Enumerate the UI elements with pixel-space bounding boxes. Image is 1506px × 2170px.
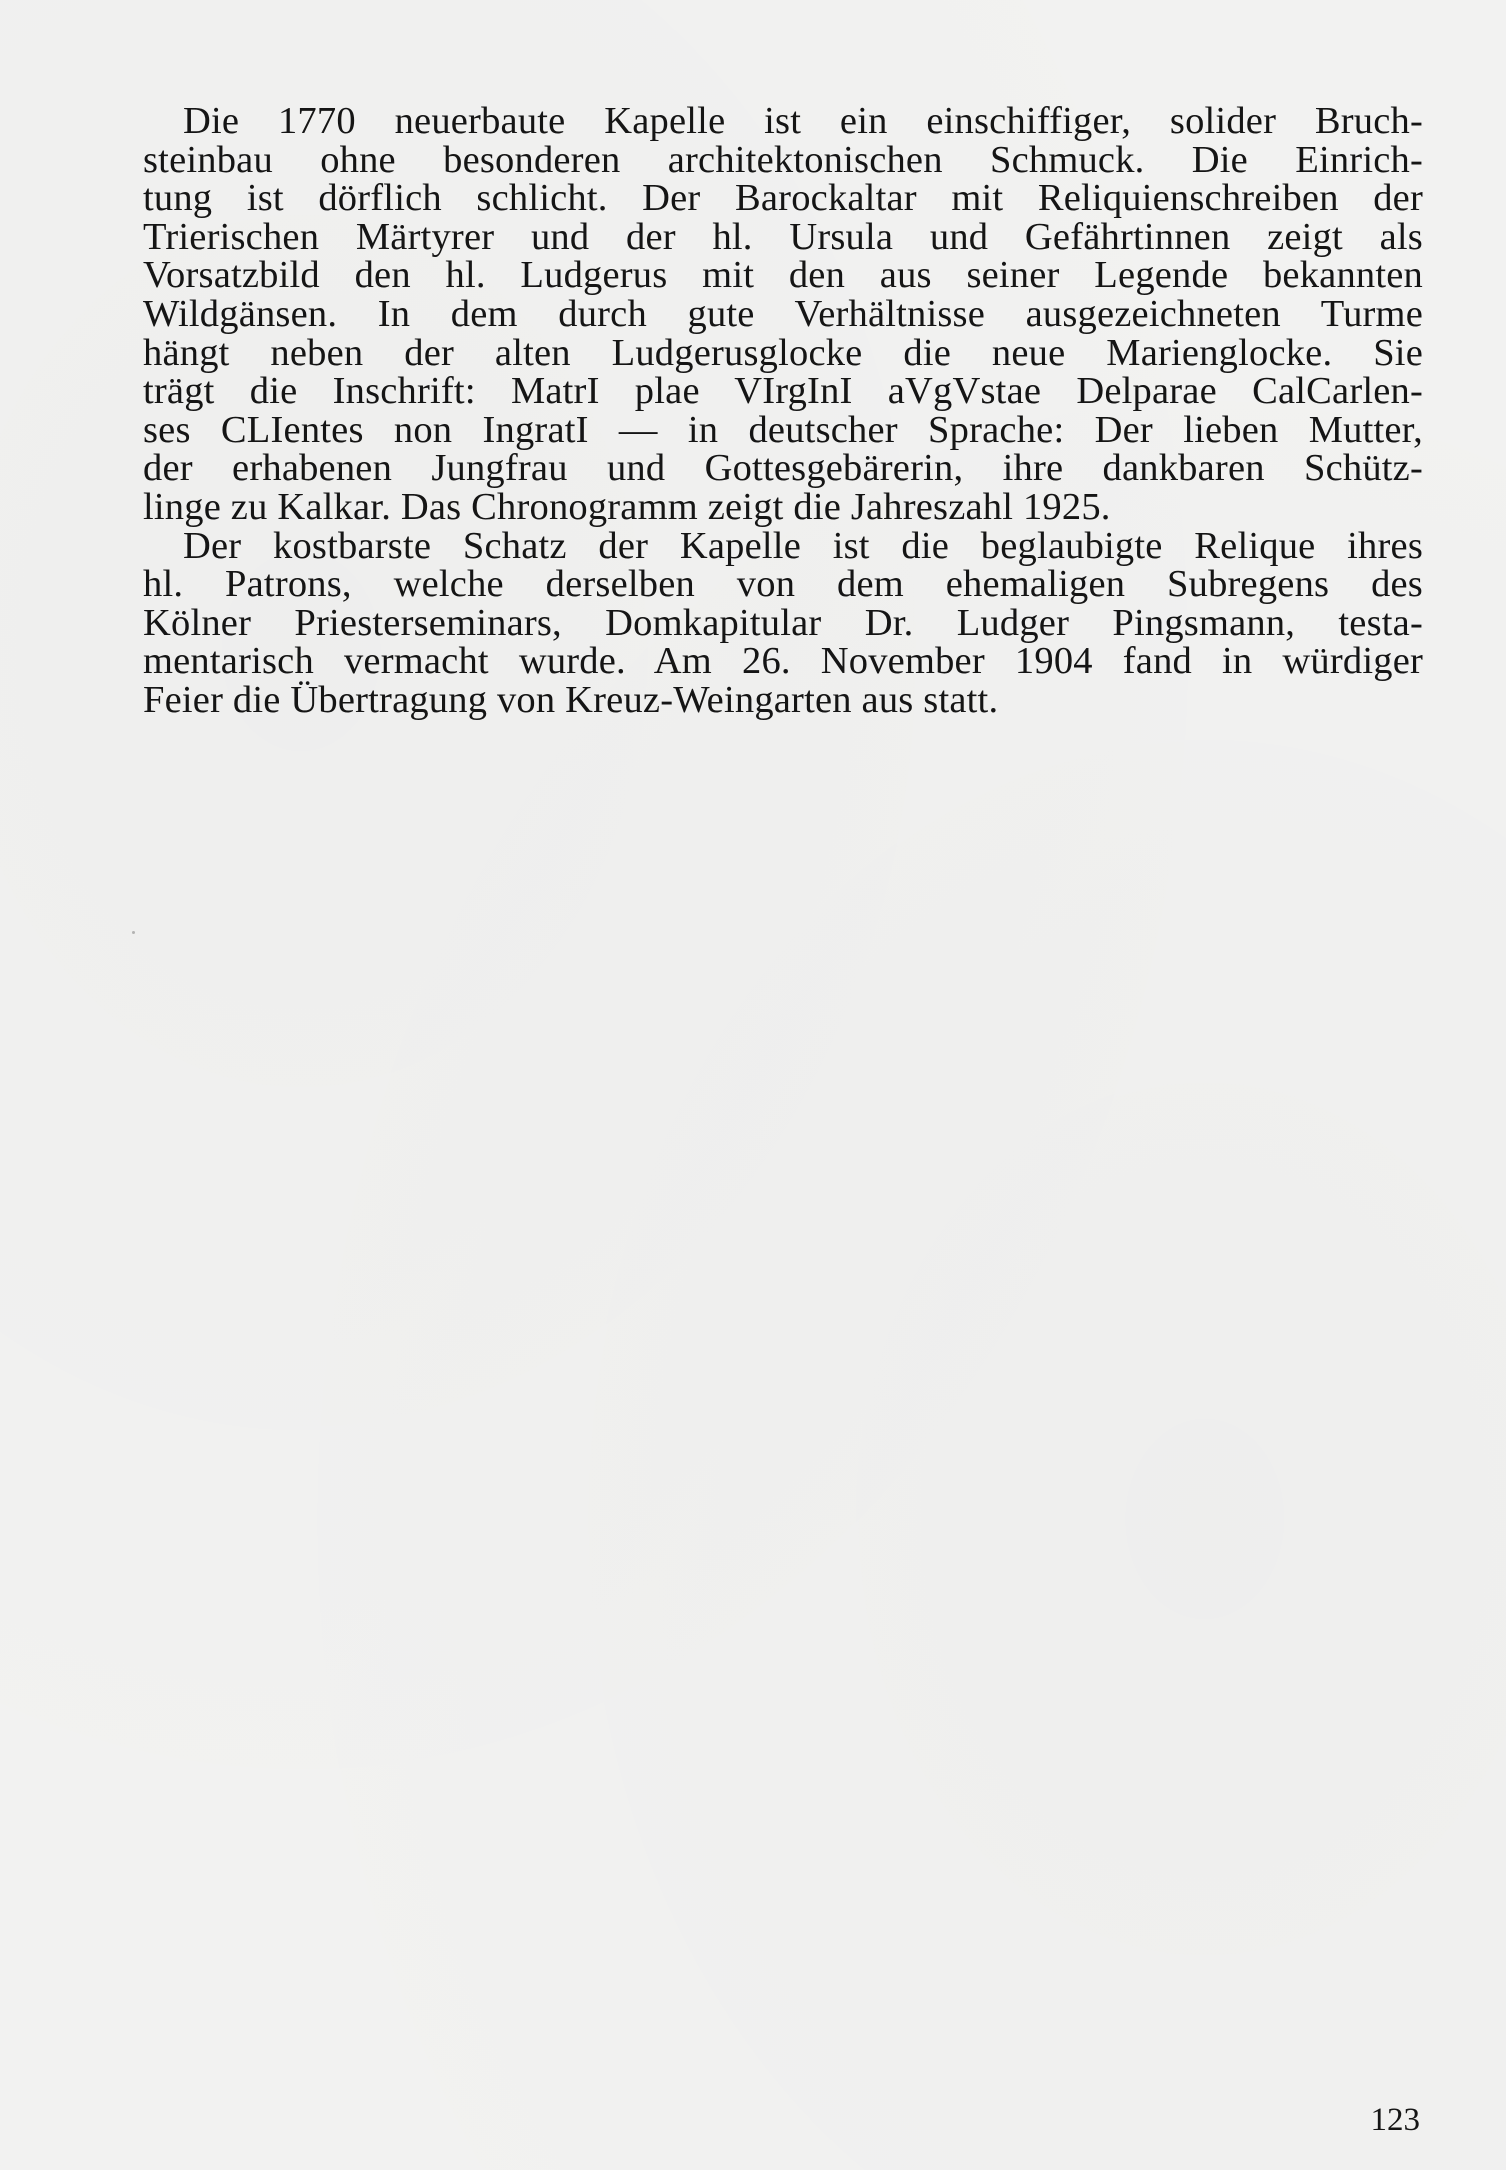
text-line: Feier die Übertragung von Kreuz-Weingarten aus statt. — [143, 678, 999, 721]
text-line: der erhabenen Jungfrau und Gottesgebärerin, ihre dankbaren Schütz- — [143, 447, 1423, 490]
text-line: Trierischen Märtyrer und der hl. Ursula und Gefährtinnen zeigt als — [143, 215, 1423, 258]
text-line: hl. Patrons, welche derselben von dem ehemaligen Subregens des — [143, 563, 1423, 606]
text-line: Die 1770 neuerbaute Kapelle ist ein einschiffiger, solider Bruch- — [183, 100, 1423, 142]
text-line: linge zu Kalkar. Das Chronogramm zeigt die Jahreszahl 1925. — [143, 485, 1111, 528]
text-line: mentarisch vermacht wurde. Am 26. November 1904 fand in würdiger — [143, 640, 1423, 683]
text-line: trägt die Inschrift: MatrI plae VIrgInI aVgVstae Delparae CalCarlen- — [143, 370, 1423, 413]
text-line: Wildgänsen. In dem durch gute Verhältnisse ausgezeichneten Turme — [143, 292, 1423, 335]
text-line: tung ist dörflich schlicht. Der Barockaltar mit Reliquienschreiben der — [143, 177, 1423, 220]
text-line: Kölner Priesterseminars, Domkapitular Dr. Ludger Pingsmann, testa- — [143, 601, 1423, 644]
text-line: Vorsatzbild den hl. Ludgerus mit den aus seiner Legende bekannten — [143, 254, 1423, 297]
text-line: ses CLIentes non IngratI — in deutscher Sprache: Der lieben Mutter, — [143, 408, 1423, 451]
text-line: steinbau ohne besonderen architektonischen Schmuck. Die Einrich- — [143, 138, 1423, 181]
scan-speck — [132, 931, 135, 934]
text-line: hängt neben der alten Ludgerusglocke die neue Marienglocke. Sie — [143, 331, 1423, 374]
text-line: Der kostbarste Schatz der Kapelle ist die beglaubigte Relique ihres — [183, 524, 1423, 567]
paragraph-1 — [143, 102, 1423, 527]
body-text — [143, 102, 1423, 720]
page-number: 123 — [1370, 2102, 1420, 2138]
paragraph-2 — [143, 524, 1423, 721]
